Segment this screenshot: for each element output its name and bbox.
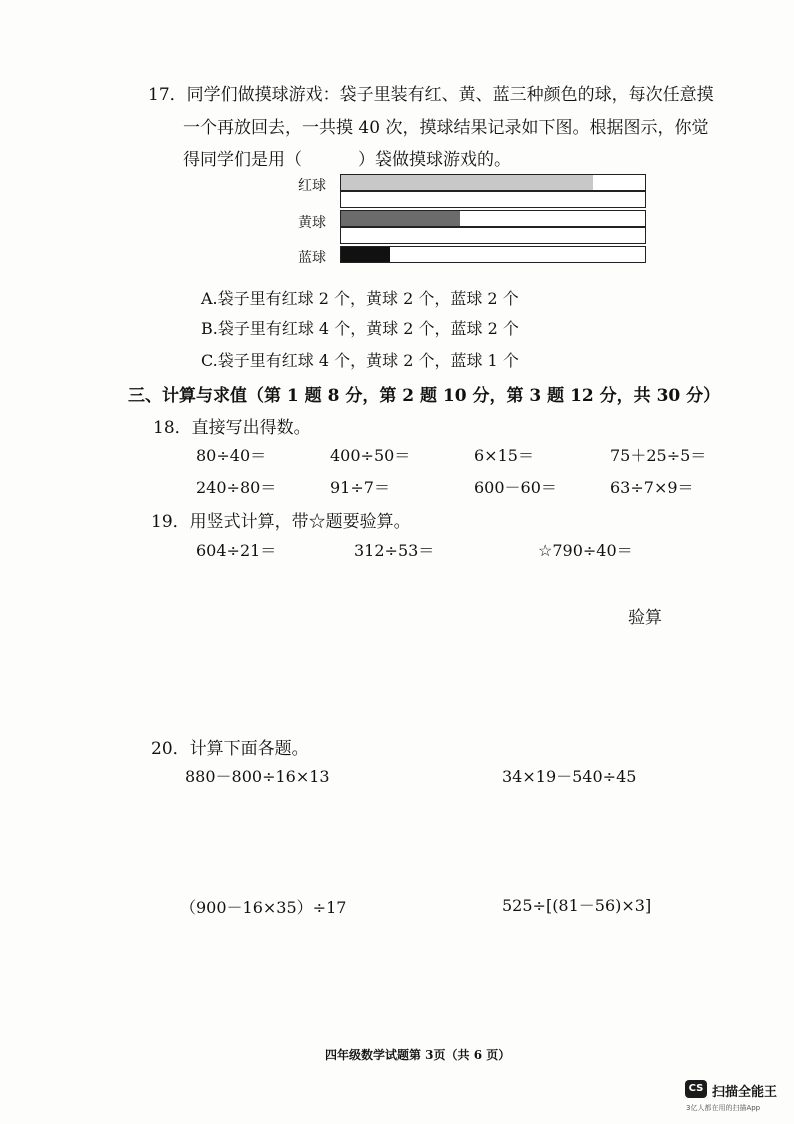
bar-label-yellow: 黄球 — [298, 215, 326, 231]
q19-check-label: 验算 — [628, 608, 662, 628]
q17-line3 — [183, 145, 511, 170]
camscanner-tagline: 3亿人都在用的扫描App — [686, 1104, 761, 1112]
q17-line2: 一个再放回去，一共摸 40 次，摸球结果记录如下图。根据图示，你觉 — [183, 118, 709, 138]
bar-fill-blue — [341, 247, 390, 262]
page-footer: 四年级数学试题第 3页（共 6 页） — [325, 1048, 511, 1062]
q19-item: 312÷53＝ — [354, 541, 435, 560]
q20-item: 525÷[(81－56)×3] — [502, 896, 652, 915]
q19-item: 604÷21＝ — [196, 541, 277, 560]
q19-item-starred: ☆790÷40＝ — [538, 541, 633, 560]
q18-item: 91÷7＝ — [330, 478, 390, 497]
bar-fill-red — [341, 175, 593, 190]
section3-title: 三、计算与求值（第 1 题 8 分，第 2 题 10 分，第 3 题 12 分，共 30 分） — [128, 386, 721, 406]
q18-item: 240÷80＝ — [196, 478, 277, 497]
q18-item: 6×15＝ — [474, 446, 534, 465]
bar-label-red: 红球 — [298, 178, 326, 194]
q20-item: 880－800÷16×13 — [185, 767, 330, 786]
bar-fill-yellow — [341, 211, 460, 226]
q17-option-a[interactable]: A.袋子里有红球 2 个，黄球 2 个，蓝球 2 个 — [201, 289, 519, 308]
bar-track-red-empty — [340, 191, 646, 208]
camscanner-name: 扫描全能王 — [712, 1085, 778, 1100]
bar-track-yellow — [340, 210, 646, 227]
q20-item: 34×19－540÷45 — [502, 767, 637, 786]
q18-item: 75＋25÷5＝ — [610, 446, 707, 465]
q20-item: （900－16×35）÷17 — [180, 898, 347, 917]
q17-option-b[interactable]: B.袋子里有红球 4 个，黄球 2 个，蓝球 2 个 — [201, 319, 519, 338]
bar-label-blue: 蓝球 — [298, 250, 326, 266]
q18-item: 80÷40＝ — [196, 446, 267, 465]
q18-item: 600－60＝ — [474, 478, 557, 497]
q19-title: 19．用竖式计算，带☆题要验算。 — [151, 512, 411, 532]
q18-item: 63÷7×9＝ — [610, 478, 694, 497]
bar-track-red — [340, 174, 646, 191]
q17-line3-end: ）袋做摸球游戏的。 — [358, 150, 511, 170]
q17-line3-start: 得同学们是用（ — [183, 150, 302, 170]
q17-option-c[interactable]: C.袋子里有红球 4 个，黄球 2 个，蓝球 1 个 — [201, 351, 519, 370]
q17-line1: 17．同学们做摸球游戏：袋子里装有红、黄、蓝三种颜色的球，每次任意摸 — [148, 85, 714, 105]
q18-item: 400÷50＝ — [330, 446, 411, 465]
bar-track-blue — [340, 246, 646, 263]
q18-title: 18．直接写出得数。 — [153, 418, 311, 438]
bar-track-yellow-empty — [340, 227, 646, 244]
camscanner-logo-icon: CS — [685, 1080, 707, 1098]
q20-title: 20．计算下面各题。 — [151, 739, 309, 759]
